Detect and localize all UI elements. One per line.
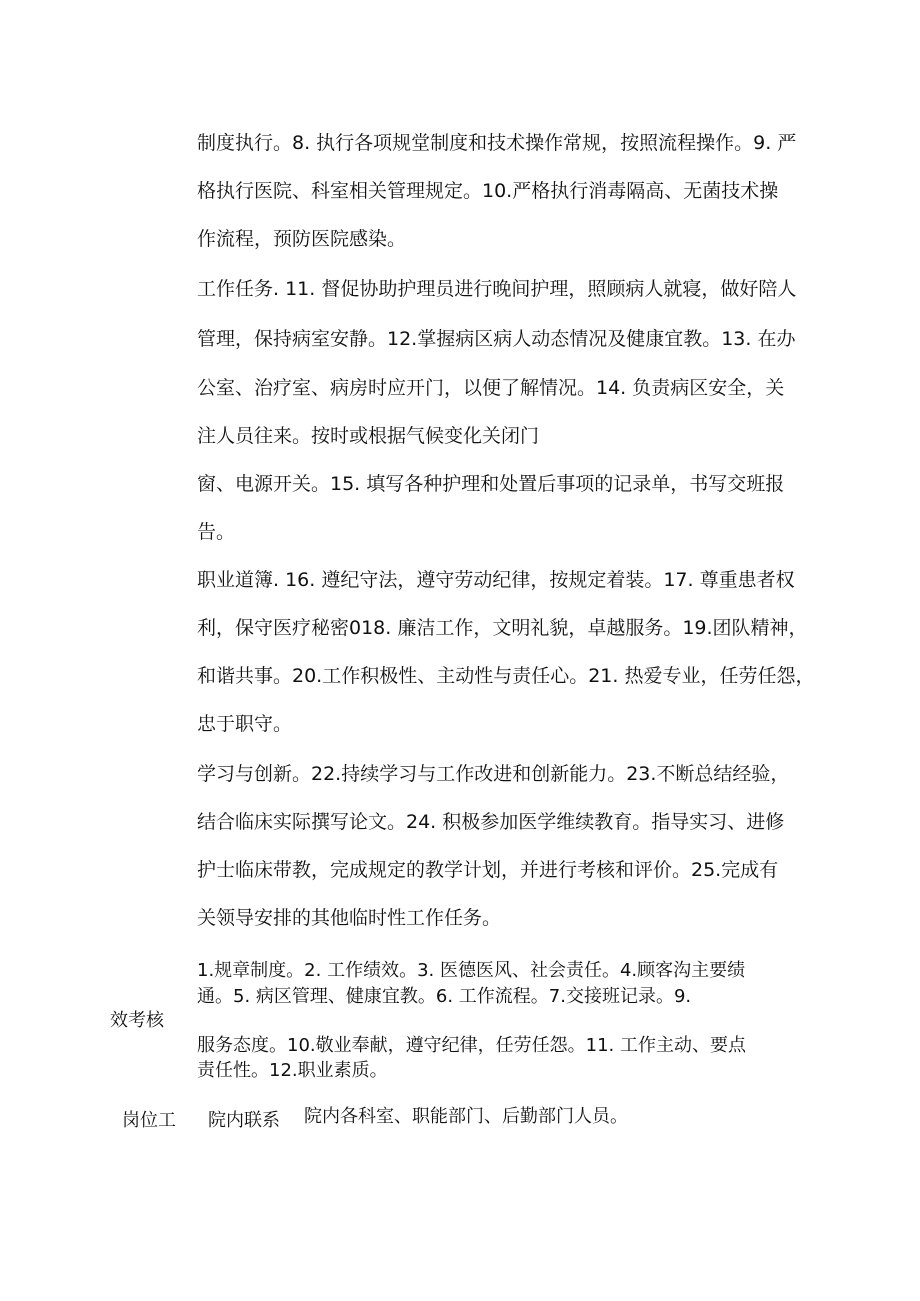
text-line: 注人员往来。按时或根据气候变化关闭门 bbox=[197, 425, 540, 447]
kpi-side-label: 效考核 bbox=[110, 1010, 164, 1031]
kpi-line: 通。5. 病区管理、健康宜教。6. 工作流程。7.交接班记录。9. bbox=[197, 986, 692, 1007]
text-line: 结合临床实际撰写论文。24. 积极参加医学维续教育。指导实习、进修 bbox=[197, 811, 785, 833]
text-line: 告。 bbox=[197, 521, 236, 543]
text-line: 窗、电源开关。15. 填写各种护理和处置后事项的记录单，书写交班报 bbox=[197, 473, 785, 495]
text-line: 制度执行。8. 执行各项规堂制度和技术操作常规，按照流程操作。9. 严 bbox=[197, 132, 797, 154]
text-line: 和谐共事。20.工作积极性、主动性与责任心。21. 热爱专业，任劳任怨， bbox=[197, 665, 815, 687]
text-line: 管理，保持病室安静。12.掌握病区病人动态情况及健康宜教。13. 在办 bbox=[197, 328, 796, 350]
text-line: 关领导安排的其他临时性工作任务。 bbox=[197, 907, 502, 929]
text-line: 护士临床带教，完成规定的教学计划，并进行考核和评价。25.完成有 bbox=[197, 859, 779, 881]
kpi-line: 责任性。12.职业素质。 bbox=[197, 1060, 388, 1081]
contact-label-left: 岗位工 bbox=[122, 1110, 176, 1131]
contact-value: 院内各科室、职能部门、后勤部门人员。 bbox=[304, 1106, 628, 1127]
text-line: 格执行医院、科室相关管理规定。10.严格执行消毒隔高、无菌技术操 bbox=[197, 180, 779, 202]
text-line: 公室、治疗室、病房时应开门，以便了解情况。14. 负责病区安全，关 bbox=[197, 377, 785, 399]
text-line: 作流程，预防医院感染。 bbox=[197, 228, 407, 250]
kpi-line: 1.规章制度。2. 工作绩效。3. 医德医风、社会责任。4.顾客沟主要绩 bbox=[197, 960, 746, 981]
text-line: 学习与创新。22.持续学习与工作改进和创新能力。23.不断总结经验， bbox=[197, 763, 790, 785]
text-line: 工作任务. 11. 督促协助护理员进行晚间护理，照顾病人就寝，做好陪人 bbox=[197, 278, 797, 300]
kpi-line: 服务态度。10.敬业奉献，遵守纪律，任劳任怨。11. 工作主动、要点 bbox=[197, 1035, 746, 1056]
contact-label-mid: 院内联系 bbox=[208, 1110, 280, 1131]
text-line: 利，保守医疗秘密018. 廉洁工作，文明礼貌，卓越服务。19.团队精神， bbox=[197, 617, 808, 639]
text-line: 忠于职守。 bbox=[197, 713, 293, 735]
text-line: 职业道簿. 16. 遵纪守法，遵守劳动纪律，按规定着装。17. 尊重患者权 bbox=[197, 569, 795, 591]
